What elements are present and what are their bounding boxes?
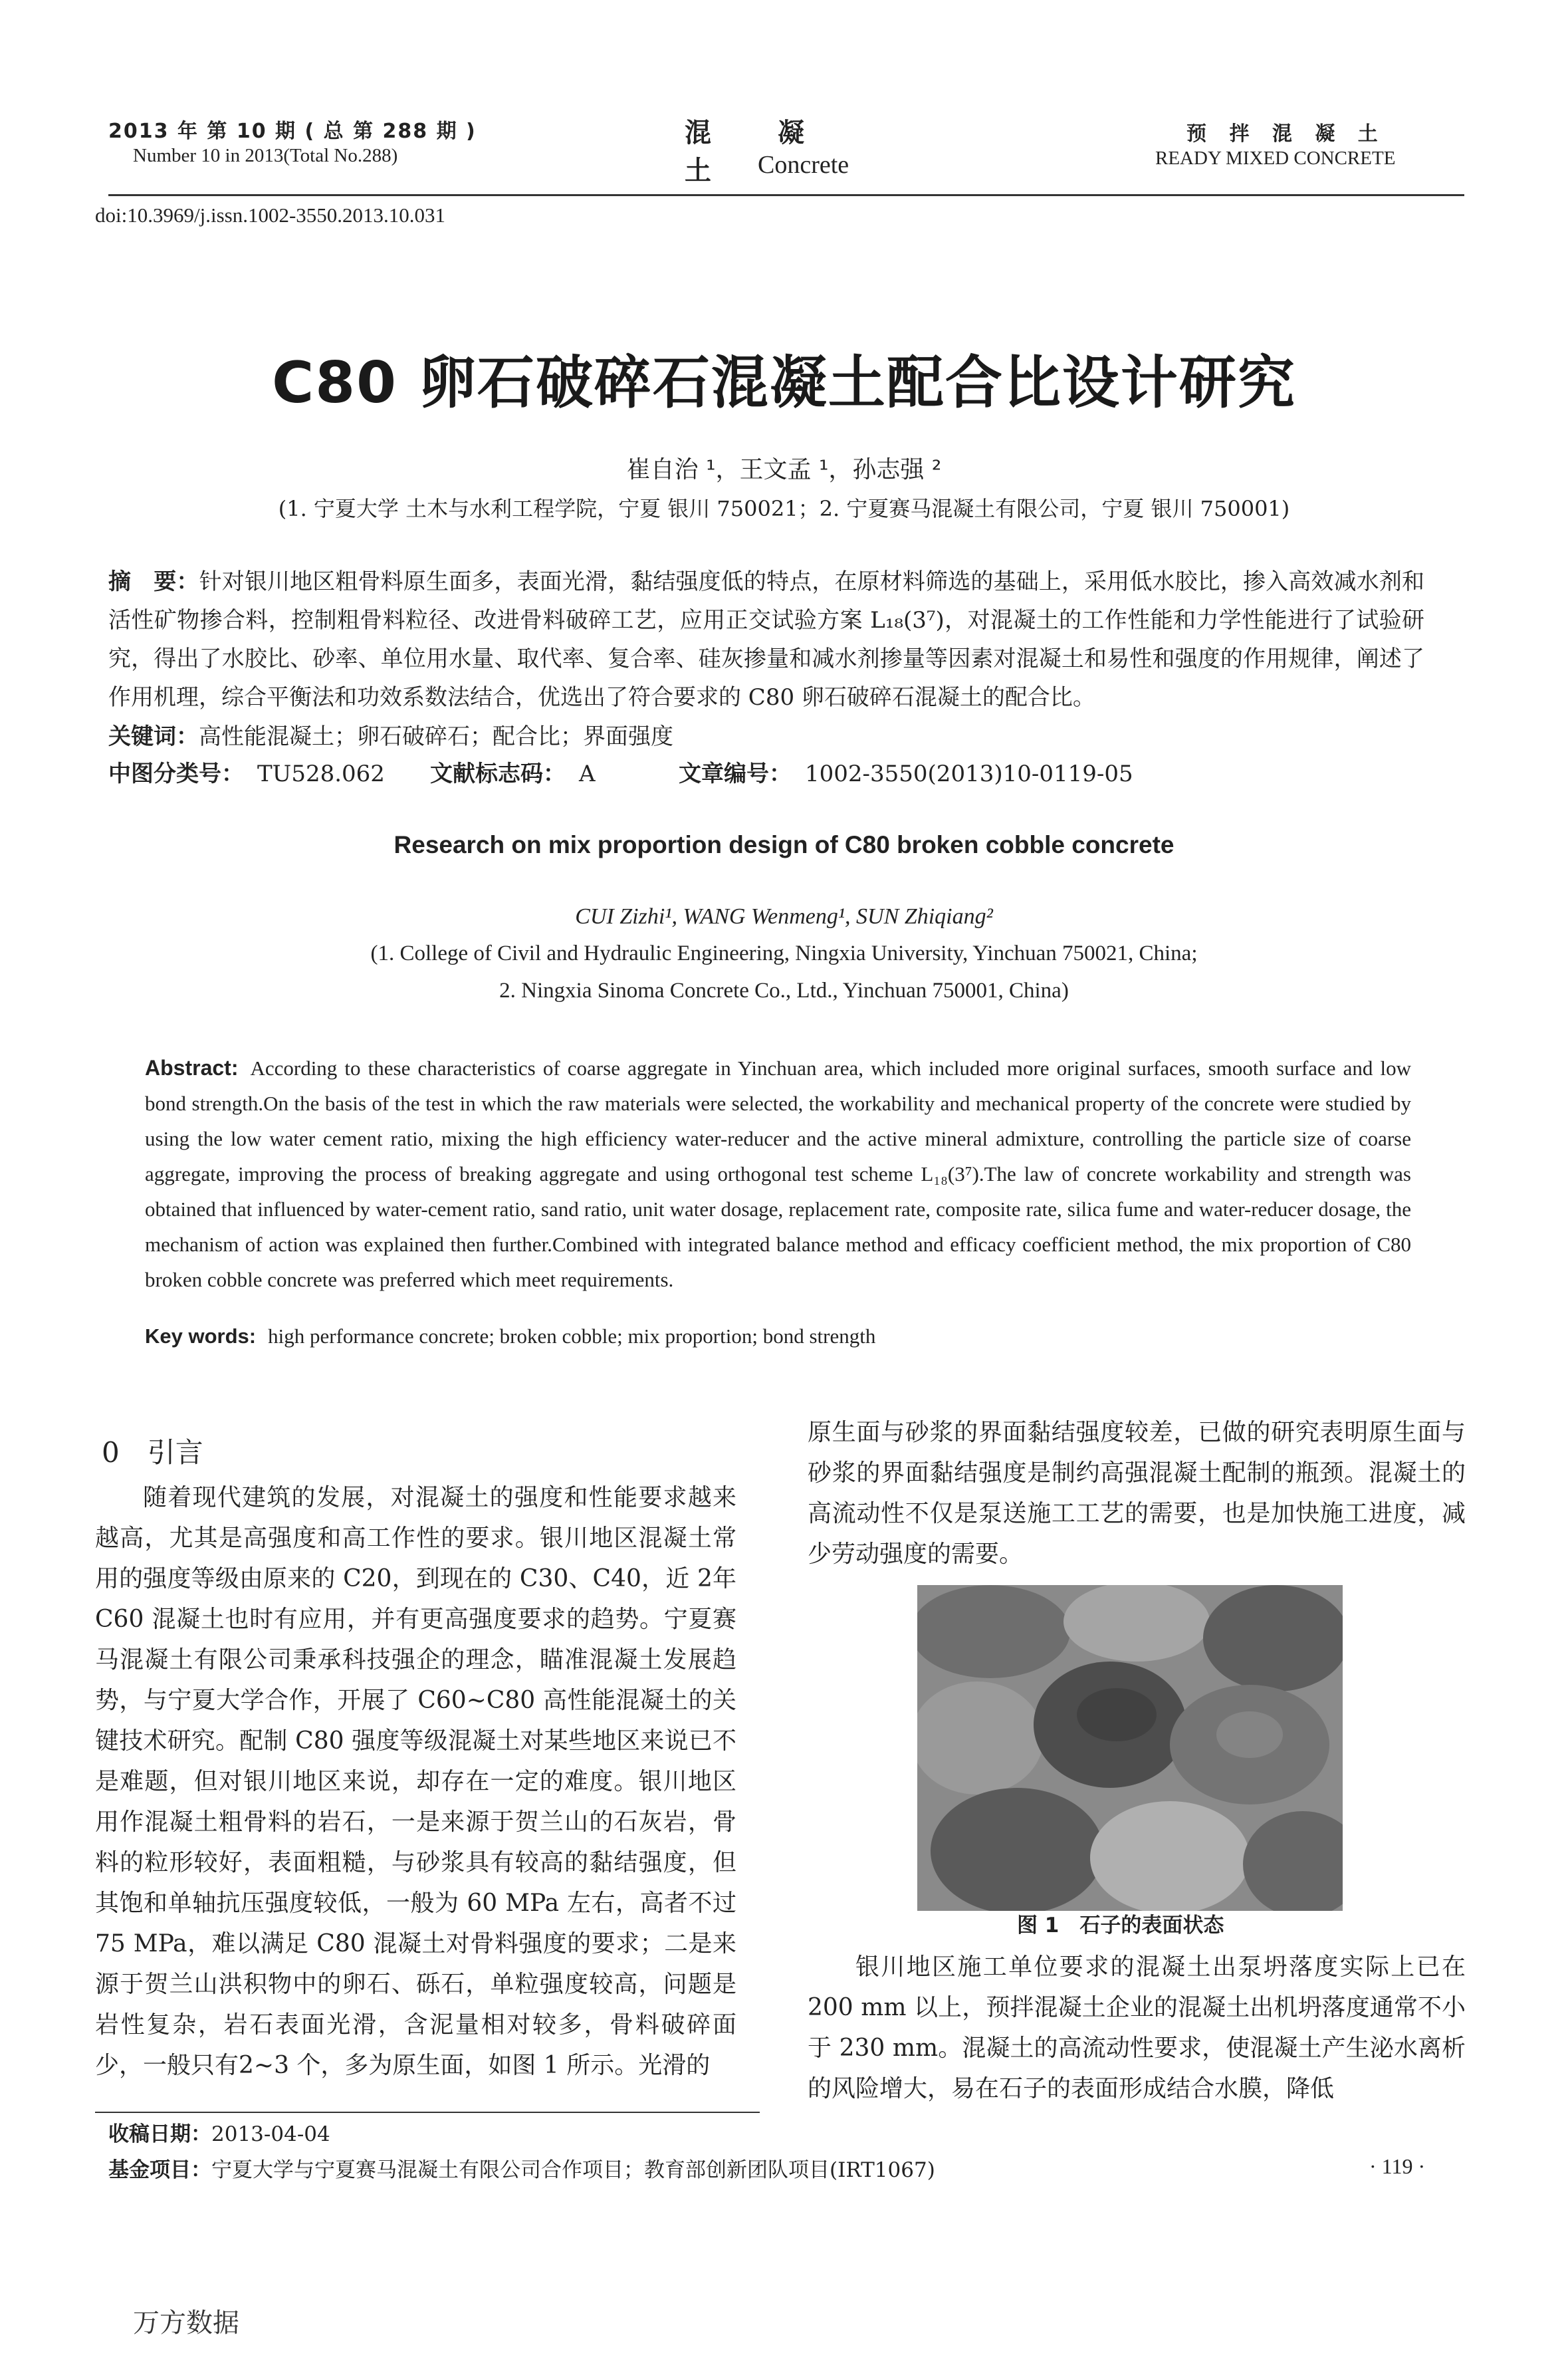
keywords-en xyxy=(145,1324,875,1348)
doc-code-label: 文献标志码： xyxy=(430,761,566,787)
keywords-cn-label: 关键词： xyxy=(108,723,199,750)
keywords-en-text: high performance concrete; broken cobble; mix proportion; bond strength xyxy=(268,1324,876,1348)
figure-1-caption: 图 1 石子的表面状态 xyxy=(1017,1914,1224,1937)
received-date xyxy=(108,2117,330,2147)
received-value: 2013-04-04 xyxy=(211,2122,330,2146)
abstract-cn-text: 针对银川地区粗骨料原生面多，表面光滑，黏结强度低的特点，在原材料筛选的基础上，采用低水胶比，掺入高效减水剂和活性矿物掺合料，控制粗骨料粒径、改进骨料破碎工艺，应用正交试验方案 L₁₈(3⁷)，对混凝土的工作性能和力学性能进行了试验研究，得出了水胶比、砂率、单位用水量、取代率、复合率、硅灰掺量和减水剂掺量等因素对混凝土和易性和强度的作用规律，阐述了作用机理，综合平衡法和功效系数法结合，优选出了符合要求的 C80 卵石破碎石混凝土的配合比。 xyxy=(108,568,1424,711)
abstract-en-label: Abstract: xyxy=(145,1056,239,1080)
affiliations-cn: (1. 宁夏大学 土木与水利工程学院，宁夏 银川 750021；2. 宁夏赛马混凝土有限公司，宁夏 银川 750001) xyxy=(278,496,1290,521)
fund-value: 宁夏大学与宁夏赛马混凝土有限公司合作项目；教育部创新团队项目(IRT1067) xyxy=(211,2158,935,2182)
clc-value: TU528.062 xyxy=(257,761,385,787)
authors-cn: 崔自治 ¹，王文孟 ¹，孙志强 ² xyxy=(626,456,942,483)
page-number: · 119 · xyxy=(1369,2154,1426,2178)
keywords-cn-text: 高性能混凝土；卵石破碎石；配合比；界面强度 xyxy=(199,723,673,750)
keywords-en-label: Key words: xyxy=(145,1324,257,1348)
journal-name-en: Concrete xyxy=(758,151,849,179)
authors-en: CUI Zizhi¹, WANG Wenmeng¹, SUN Zhiqiang² xyxy=(575,904,993,929)
paper-title-en: Research on mix proportion design of C80 broken cobble concrete xyxy=(393,831,1175,858)
watermark: 万方数据 xyxy=(133,2308,239,2338)
journal-name-cn: 混凝土 xyxy=(685,118,871,186)
abstract-en-text: According to these characteristics of coarse aggregate in Yinchuan area, which included more original surfaces, smooth surface and low bond strength.On the basis of the test in which the raw materials were selected, the workability and mechanical property of the concrete were studied by using the low water cement ratio, mixing the high efficiency water-reducer and the active mineral admixture, controlling the particle size of coarse aggregate, improving the process of breaking aggregate and using orthogonal test scheme L₁₈(3⁷).The law of concrete workability and strength was obtained that influenced by water-cement ratio, sand ratio, unit water dosage, replacement rate, composite rate, silica fume and water-reducer dosage, the mechanism of action was explained then further.Combined with integrated balance method and efficacy coefficient method, the mix proportion of C80 broken cobble concrete was preferred which meet requirements. xyxy=(145,1056,1411,1291)
fund-project xyxy=(108,2153,935,2183)
clc-label: 中图分类号： xyxy=(108,761,244,787)
fund-label: 基金项目： xyxy=(108,2158,211,2182)
section-heading-intro: 0 引言 xyxy=(102,1436,203,1469)
received-label: 收稿日期： xyxy=(108,2122,211,2146)
article-id-label: 文章编号： xyxy=(679,761,792,787)
affiliations-en-line1: (1. College of Civil and Hydraulic Engineering, Ningxia University, Yinchuan 750021, China; xyxy=(370,941,1198,965)
section-name-en: READY MIXED CONCRETE xyxy=(1155,148,1396,169)
issue-en: Number 10 in 2013(Total No.288) xyxy=(133,145,398,166)
figure-1-image xyxy=(917,1585,1343,1911)
header-rule xyxy=(108,194,1464,196)
doi: doi:10.3969/j.issn.1002-3550.2013.10.031 xyxy=(95,203,446,227)
keywords-cn xyxy=(108,718,673,751)
paper-title-cn: C80 卵石破碎石混凝土配合比设计研究 xyxy=(272,350,1296,416)
abstract-cn-label: 摘 要： xyxy=(108,568,199,595)
classification-line xyxy=(108,755,1424,788)
article-id-value: 1002-3550(2013)10-0119-05 xyxy=(805,761,1133,787)
abstract-cn xyxy=(108,562,1424,717)
body-left-column: 随着现代建筑的发展，对混凝土的强度和性能要求越来越高，尤其是高强度和高工作性的要求。银川地区混凝土常用的强度等级由原来的 C20，到现在的 C30、C40，近 2年 C60 混凝土也时有应用，并有更高强度要求的趋势。宁夏赛马混凝土有限公司秉承科技强企的理念，瞄准混凝土发展趋势，与宁夏大学合作，开展了 C60~C80 高性能混凝土的关键技术研究。配制 C80 强度等级混凝土对某些地区来说已不是难题，但对银川地区来说，却存在一定的难度。银川地区用作混凝土粗骨料的岩石，一是来源于贺兰山的石灰岩，骨料的粒形较好，表面粗糙，与砂浆具有较高的黏结强度，但其饱和单轴抗压强度较低，一般为 60 MPa 左右，高者不过 75 MPa，难以满足 C80 混凝土对骨料强度的要求；二是来源于贺兰山洪积物中的卵石、砾石，单粒强度较高，问题是岩性复杂，岩石表面光滑，含泥量相对较多，骨料破碎面少，一般只有2~3 个，多为原生面，如图 1 所示。光滑的 xyxy=(95,1484,736,2079)
abstract-en xyxy=(145,1051,1411,1297)
issue-cn: 2013 年 第 10 期 ( 总 第 288 期 ) xyxy=(108,120,477,143)
affiliations-en-line2: 2. Ningxia Sinoma Concrete Co., Ltd., Yinchuan 750001, China) xyxy=(499,979,1069,1003)
cobble-photo-illustration xyxy=(917,1585,1343,1911)
section-name-cn: 预 拌 混 凝 土 xyxy=(1186,122,1386,146)
footnote-rule xyxy=(95,2112,760,2113)
doc-code-value: A xyxy=(579,761,596,787)
body-right-column-top: 原生面与砂浆的界面黏结强度较差，已做的研究表明原生面与砂浆的界面黏结强度是制约高强混凝土配制的瓶颈。混凝土的高流动性不仅是泵送施工工艺的需要，也是加快施工进度，减少劳动强度的需要。 xyxy=(808,1419,1466,1568)
body-right-column-bottom: 银川地区施工单位要求的混凝土出泵坍落度实际上已在 200 mm 以上，预拌混凝土企业的混凝土出机坍落度通常不小于 230 mm。混凝土的高流动性要求，使混凝土产生泌水离析的风险增大，易在石子的表面形成结合水膜，降低 xyxy=(808,1953,1466,2102)
